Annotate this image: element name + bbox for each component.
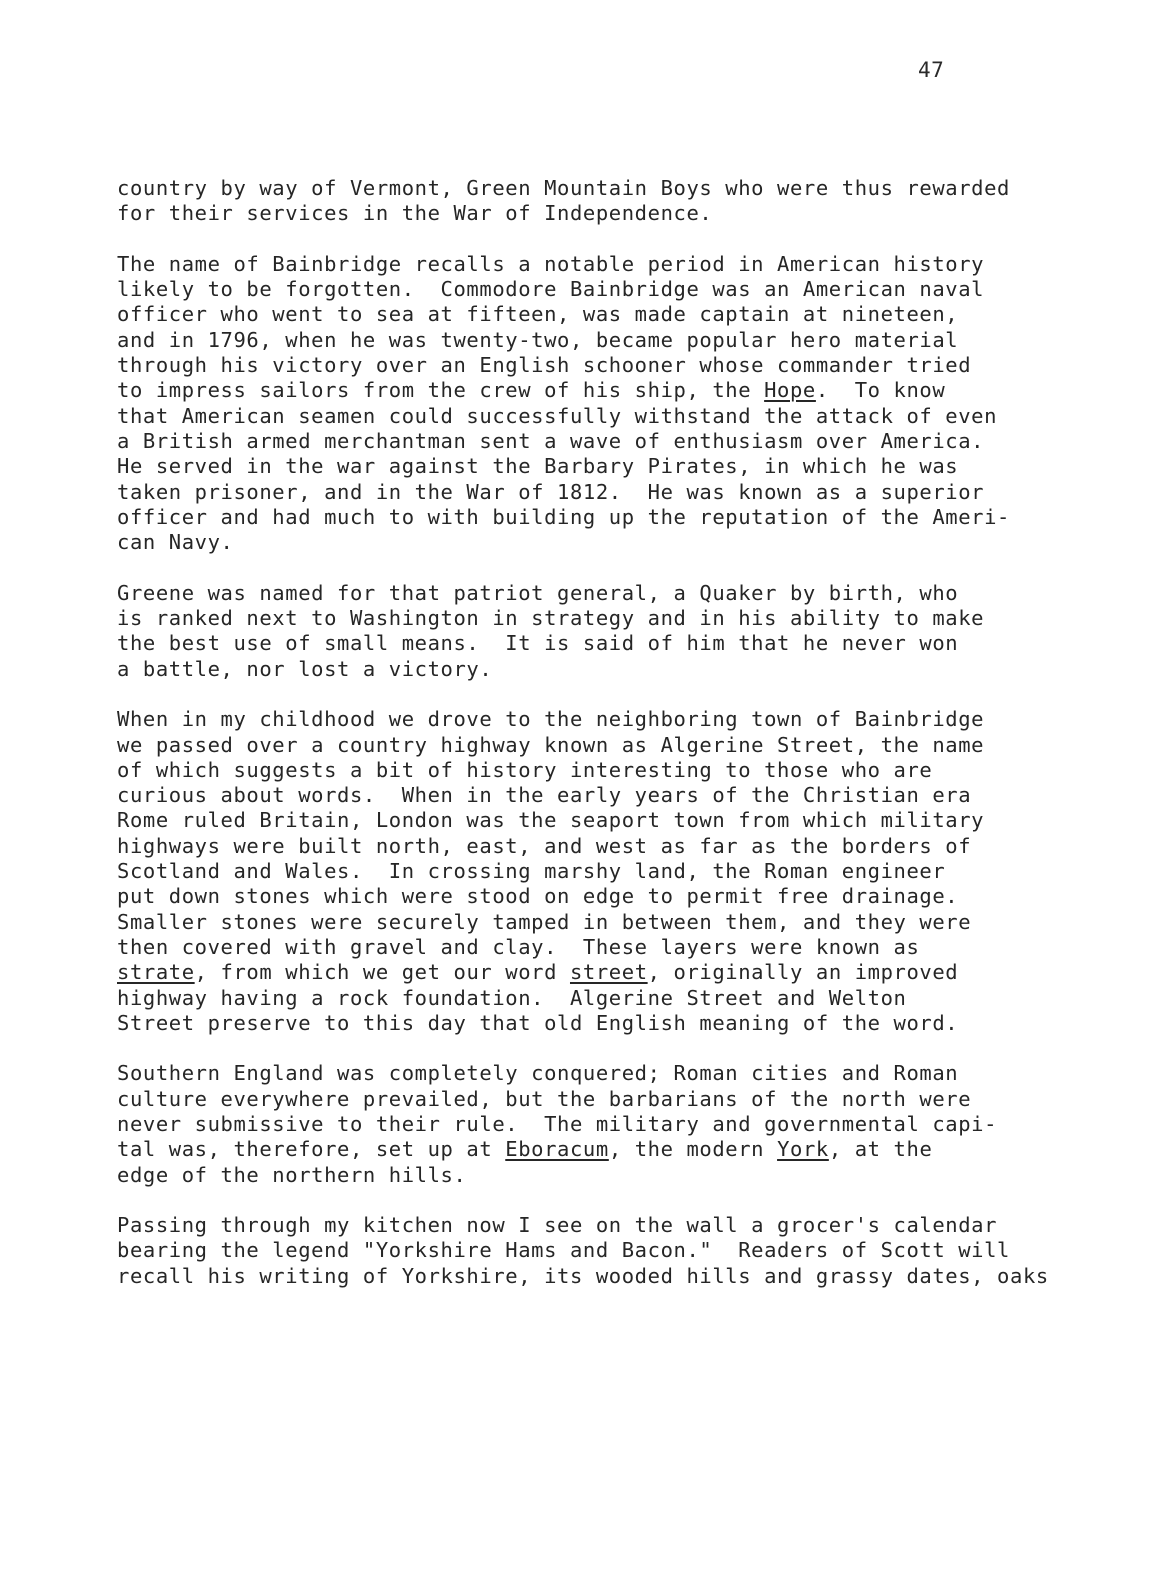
text-line [117,581,1137,606]
text-segment: Greene was named for that patriot general, a Quaker by birth, who [117,580,959,605]
text-segment: then covered with gravel and clay. These layers were known as [117,934,920,959]
text-segment: Street preserve to this day that old English meaning of the word. [117,1010,959,1035]
text-line [117,758,1137,783]
underlined-word: Hope [764,378,816,403]
text-segment: Smaller stones were securely tamped in between them, and they were [117,909,972,934]
text-line [117,707,1137,732]
text-segment: curious about words. When in the early years of the Christian era [117,783,972,808]
text-segment: never submissive to their rule. The military and governmental capi- [117,1111,998,1136]
text-segment: and in 1796, when he was twenty-two, became popular hero material [117,327,959,352]
text-line [117,1264,1137,1289]
text-segment: edge of the northern hills. [117,1162,467,1187]
text-line [117,986,1137,1011]
underlined-word: strate [117,960,195,985]
text-line [117,606,1137,631]
text-segment: we passed over a country highway known as Algerine Street, the name [117,732,985,757]
text-line [117,783,1137,808]
text-line [117,859,1137,884]
text-segment: , originally an improved [647,960,959,985]
paragraph [117,176,1137,227]
underlined-word: Eboracum [505,1137,609,1162]
text-segment: culture everywhere prevailed, but the barbarians of the north were [117,1086,972,1111]
paragraph [117,1213,1137,1289]
text-line [117,201,1137,226]
text-segment: , from which we get our word [194,960,570,985]
text-line [117,631,1137,656]
text-segment: Scotland and Wales. In crossing marshy land, the Roman engineer [117,859,946,884]
text-segment: officer who went to sea at fifteen, was made captain at nineteen, [117,302,959,327]
text-segment: . To know [815,378,946,403]
text-segment: officer and had much to with building up the reputation of the Ameri- [117,504,1011,529]
text-segment: for their services in the War of Independence. [117,201,713,226]
text-segment: , at the [828,1137,933,1162]
text-line [117,1087,1137,1112]
text-segment: highway having a rock foundation. Algerine Street and Welton [117,985,907,1010]
text-segment: the best use of small means. It is said of him that he never won [117,631,959,656]
page-number: 47 [918,58,945,82]
text-segment: that American seamen could successfully withstand the attack of even [117,403,998,428]
text-line [117,302,1137,327]
text-segment: He served in the war against the Barbary Pirates, in which he was [117,454,959,479]
text-segment: The name of Bainbridge recalls a notable period in American history [117,251,985,276]
text-line [117,530,1137,555]
text-segment: recall his writing of Yorkshire, its wooded hills and grassy dates, oaks [117,1263,1049,1288]
text-segment: taken prisoner, and in the War of 1812. He was known as a superior [117,479,985,504]
text-line [117,733,1137,758]
text-segment: Southern England was completely conquered; Roman cities and Roman [117,1061,959,1086]
paragraph [117,707,1137,1036]
text-segment: bearing the legend "Yorkshire Hams and Bacon." Readers of Scott will [117,1238,1011,1263]
paragraph [117,1061,1137,1187]
text-line [117,328,1137,353]
text-segment: to impress sailors from the crew of his ship, the [117,378,765,403]
text-line [117,1112,1137,1137]
text-line [117,176,1137,201]
body-text [117,176,1137,1314]
text-line [117,935,1137,960]
text-line [117,657,1137,682]
text-segment: through his victory over an English schooner whose commander tried [117,353,972,378]
text-segment: tal was, therefore, set up at [117,1137,506,1162]
text-line [117,910,1137,935]
text-segment: Passing through my kitchen now I see on the wall a grocer's calendar [117,1213,998,1238]
text-line [117,277,1137,302]
text-segment: put down stones which were stood on edge to permit free drainage. [117,884,959,909]
underlined-word: street [569,960,648,985]
text-line [117,1238,1137,1263]
text-line [117,404,1137,429]
text-line [117,429,1137,454]
text-segment: a battle, nor lost a victory. [117,656,493,681]
underlined-word: York [777,1137,829,1162]
text-segment: can Navy. [117,530,234,555]
text-line [117,960,1137,985]
text-line [117,480,1137,505]
text-line [117,884,1137,909]
text-segment: country by way of Vermont, Green Mountain Boys who were thus rewarded [117,176,1011,200]
paragraph [117,581,1137,682]
text-line [117,454,1137,479]
text-line [117,834,1137,859]
text-segment: When in my childhood we drove to the neighboring town of Bainbridge [117,707,985,732]
text-segment: is ranked next to Washington in strategy and in his ability to make [117,606,985,631]
text-line [117,378,1137,403]
text-segment: Rome ruled Britain, London was the seaport town from which military [117,808,985,833]
text-segment: , the modern [608,1137,778,1162]
text-line [117,1061,1137,1086]
text-line [117,1213,1137,1238]
text-line [117,1137,1137,1162]
text-segment: likely to be forgotten. Commodore Bainbridge was an American naval [117,277,985,302]
text-segment: of which suggests a bit of history interesting to those who are [117,757,933,782]
text-line [117,1011,1137,1036]
text-line [117,353,1137,378]
text-line [117,252,1137,277]
text-line [117,808,1137,833]
paragraph [117,252,1137,556]
text-line [117,1163,1137,1188]
text-segment: a British armed merchantman sent a wave of enthusiasm over America. [117,428,985,453]
text-segment: highways were built north, east, and west as far as the borders of [117,833,972,858]
text-line [117,505,1137,530]
